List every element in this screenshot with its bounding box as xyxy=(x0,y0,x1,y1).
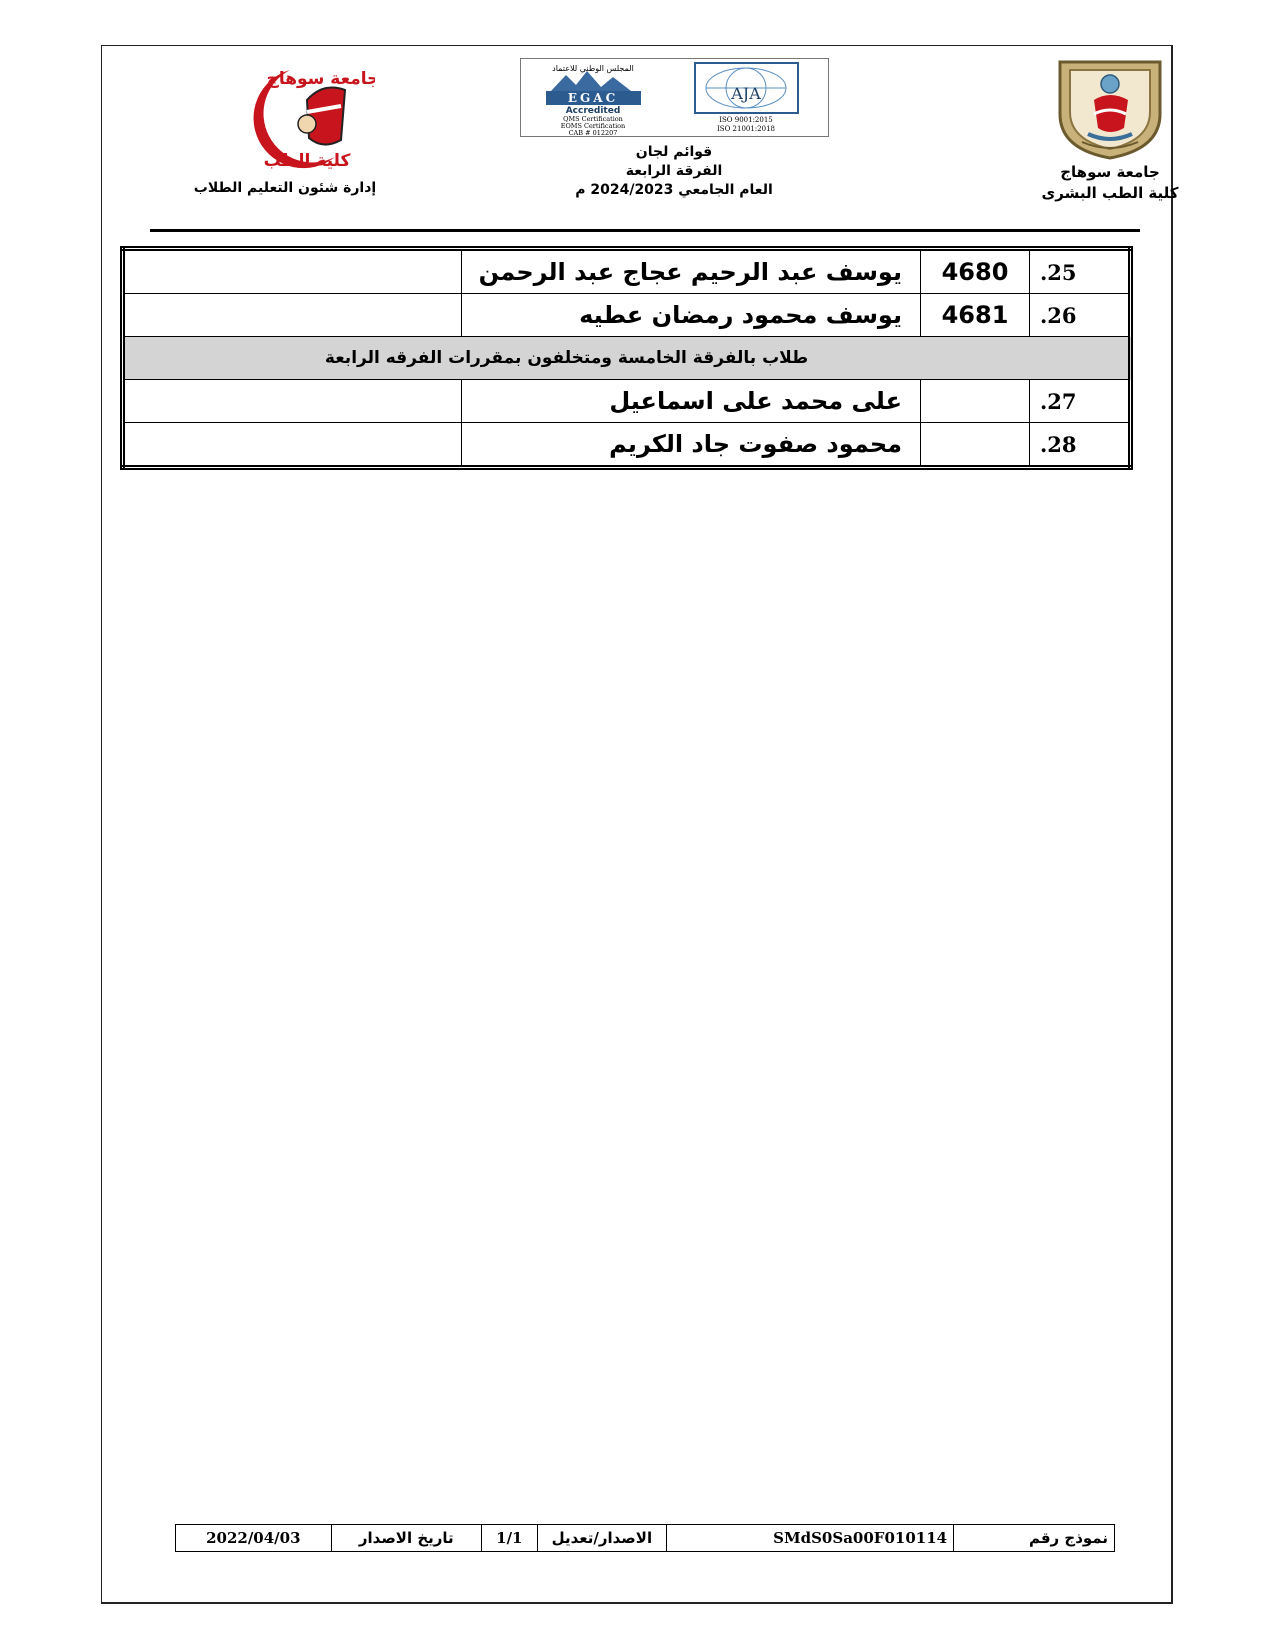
seat-number: 4681 xyxy=(921,294,1030,337)
seat-number xyxy=(921,380,1030,423)
cab-text: CAB # 012207 xyxy=(568,129,617,136)
row-number: .27 xyxy=(1030,380,1131,423)
student-name: يوسف محمود رمضان عطيه xyxy=(462,294,921,337)
certification-logos xyxy=(520,58,829,137)
table-row xyxy=(123,294,1131,337)
version-value: 1/1 xyxy=(481,1525,537,1552)
document-title: قوائم لجان xyxy=(635,144,713,160)
notes-cell xyxy=(123,249,462,294)
section-header-row xyxy=(123,337,1131,380)
seat-number xyxy=(921,423,1030,468)
notes-cell xyxy=(123,294,462,337)
form-number-label: نموذج رقم xyxy=(954,1525,1115,1552)
row-number: .25 xyxy=(1030,249,1131,294)
egac-aja-certification-logo xyxy=(521,59,828,136)
university-seal-logo xyxy=(1050,54,1170,162)
section-header-text: طلاب بالفرقة الخامسة ومتخلفون بمقررات الفرقه الرابعة xyxy=(324,348,809,368)
form-number-value: SMdS0Sa00F010114 xyxy=(667,1525,954,1552)
academic-year: العام الجامعي 2024/2023 م xyxy=(575,182,773,198)
faculty-name: كلية الطب البشرى xyxy=(1041,184,1179,202)
accredited-text: Accredited xyxy=(565,106,620,116)
logo-text-bottom: كلية الطب xyxy=(263,151,351,170)
table-row xyxy=(123,423,1131,468)
notes-cell xyxy=(123,380,462,423)
table-row xyxy=(123,380,1131,423)
student-name: على محمد على اسماعيل xyxy=(462,380,921,423)
council-text: المجلس الوطني للاعتماد xyxy=(551,64,634,73)
faculty-of-medicine-logo xyxy=(195,62,375,170)
logo-text-top: جامعة سوهاج xyxy=(266,69,375,89)
seat-number: 4680 xyxy=(921,249,1030,294)
egac-text: EGAC xyxy=(567,91,618,105)
department-name: إدارة شئون التعليم الطلاب xyxy=(193,180,377,196)
issue-date-value: 2022/04/03 xyxy=(176,1525,332,1552)
form-info-footer xyxy=(175,1524,1115,1552)
department-header xyxy=(180,62,390,196)
notes-cell xyxy=(123,423,462,468)
grade-title: الفرقة الرابعة xyxy=(625,163,723,179)
qms-text: QMS Certification xyxy=(562,115,623,123)
iso2-text: ISO 21001:2018 xyxy=(716,125,775,133)
aja-text: AJA xyxy=(730,84,761,103)
university-name: جامعة سوهاج xyxy=(1060,163,1160,181)
student-name: يوسف عبد الرحيم عجاج عبد الرحمن xyxy=(462,249,921,294)
table-row xyxy=(123,249,1131,294)
iso1-text: ISO 9001:2015 xyxy=(718,116,773,124)
version-label: الاصدار/تعديل xyxy=(537,1525,666,1552)
row-number: .26 xyxy=(1030,294,1131,337)
section-header xyxy=(123,337,1131,380)
header-divider xyxy=(150,229,1140,232)
university-header xyxy=(1030,54,1190,204)
committee-list-table xyxy=(120,246,1133,470)
document-title-block xyxy=(519,58,829,200)
row-number: .28 xyxy=(1030,423,1131,468)
issue-date-label: تاريخ الاصدار xyxy=(331,1525,481,1552)
student-name: محمود صفوت جاد الكريم xyxy=(462,423,921,468)
eoms-text: EOMS Certification xyxy=(560,122,625,130)
